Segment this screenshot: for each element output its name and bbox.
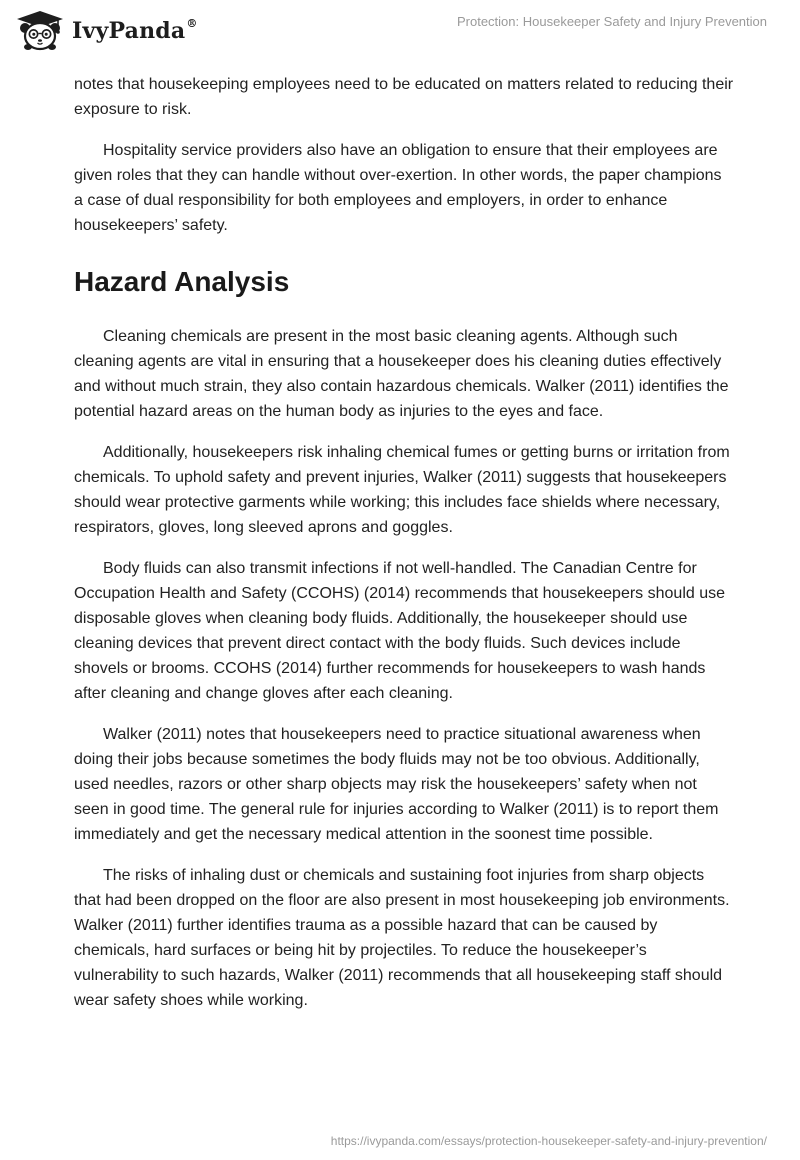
site-logo[interactable] <box>14 9 198 51</box>
panda-graduate-icon <box>14 9 66 51</box>
paragraph: Body fluids can also transmit infections if not well-handled. The Canadian Centre for Occupation Health and Safety (CCOHS) (2014) recommends that housekeepers should use disposable gloves when cleaning body fluids. Additionally, the housekeeper should use cleaning devices that prevent direct contact with the body fluids. Such devices include shovels or brooms. CCOHS (2014) further recommends for housekeepers to wash hands after cleaning and change gloves after each cleaning. <box>74 560 726 702</box>
document-title: Protection: Housekeeper Safety and Injury Prevention <box>456 14 767 29</box>
paragraph: Walker (2011) notes that housekeepers need to practice situational awareness when doing their jobs because sometimes the body fluids may not be too obvious. Additionally, used needles, razors or other sharp objects may risk the housekeepers’ safety when not seen in good time. The general rule for injuries according to Walker (2011) is to report them immediately and get the necessary medical attention in the soonest time possible. <box>74 726 719 843</box>
paragraph: The risks of inhaling dust or chemicals and sustaining foot injuries from sharp objects that had been dropped on the floor are also present in most housekeeping job environments. Walker (2011) further identifies trauma as a possible hazard that can be caused by chemicals, hard surfaces or being hit by projectiles. To reduce the housekeeper’s vulnerability to such hazards, Walker (2011) recommends that all housekeeping staff should wear safety shoes while working. <box>74 867 730 1009</box>
paragraph: Additionally, housekeepers risk inhaling chemical fumes or getting burns or irritation from chemicals. To uphold safety and prevent injuries, Walker (2011) suggests that housekeepers should wear protective garments while working; this includes face shields where necessary, respirators, gloves, long sleeved aprons and goggles. <box>74 444 730 536</box>
essay-content <box>74 72 734 1029</box>
registered-mark: ® <box>186 16 198 30</box>
paragraph: Cleaning chemicals are present in the most basic cleaning agents. Although such cleaning agents are vital in ensuring that a housekeeper does his cleaning duties effectively and without much strain, they also contain hazardous chemicals. Walker (2011) identifies the potential hazard areas on the human body as injuries to the eyes and face. <box>74 328 729 420</box>
paragraph: Hospitality service providers also have an obligation to ensure that their employees are given roles that they can handle without over-exertion. In other words, the paper champions a case of dual responsibility for both employees and employers, in order to enhance housekeepers’ safety. <box>74 142 722 234</box>
page-header <box>0 0 800 60</box>
paragraph-continuation: notes that housekeeping employees need to be educated on matters related to reducing their exposure to risk. <box>74 76 734 118</box>
source-url[interactable]: https://ivypanda.com/essays/protection-housekeeper-safety-and-injury-prevention/ <box>330 1134 767 1148</box>
brand-name: IvyPanda® <box>72 16 198 44</box>
section-heading-hazard-analysis: Hazard Analysis <box>74 266 290 297</box>
